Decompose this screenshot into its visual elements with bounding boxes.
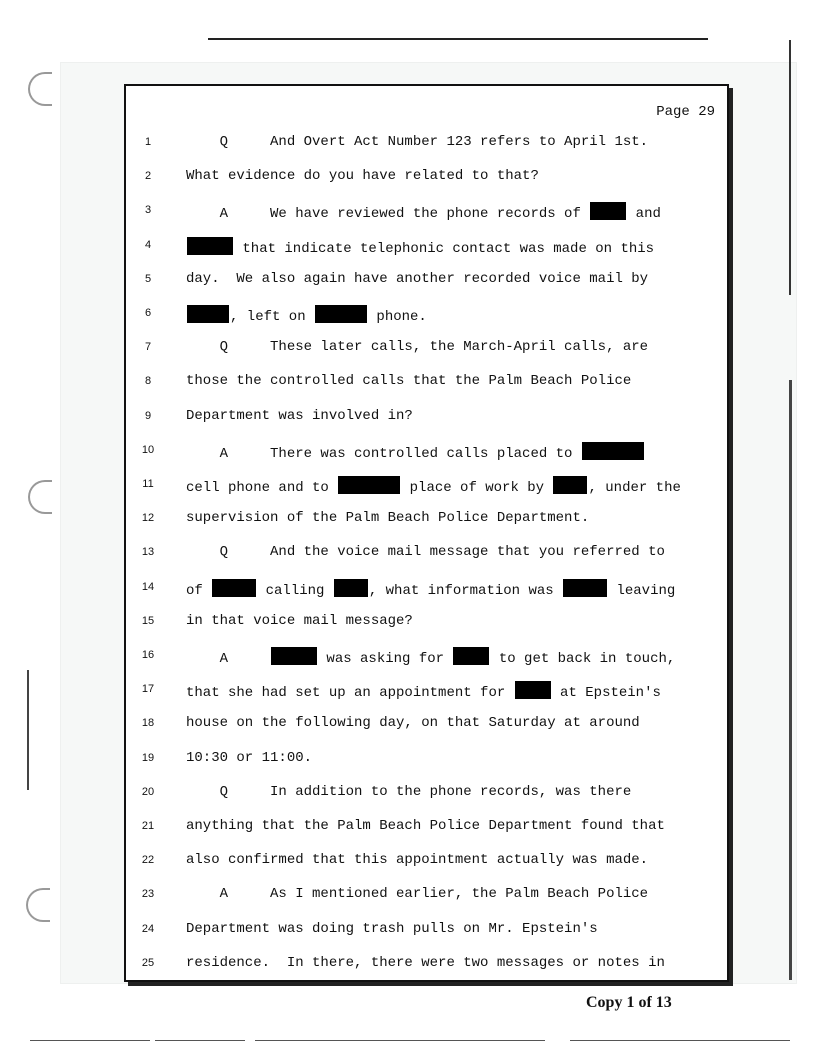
redaction-box bbox=[338, 476, 400, 494]
line-number: 1 bbox=[144, 136, 152, 148]
transcript-line bbox=[126, 544, 727, 564]
transcript-line bbox=[126, 921, 727, 941]
redaction-box bbox=[582, 442, 644, 460]
text-segment: A We have reviewed the phone records of bbox=[186, 206, 590, 223]
text-segment: place of work by bbox=[401, 480, 553, 496]
redaction-box bbox=[515, 681, 551, 699]
transcript-line bbox=[126, 510, 727, 530]
scan-edge-top bbox=[208, 38, 708, 40]
transcript-page bbox=[124, 84, 729, 982]
text-segment: Department was doing trash pulls on Mr. Epstein's bbox=[186, 920, 598, 937]
line-number: 7 bbox=[144, 341, 152, 354]
text-segment: house on the following day, on that Saturday at around bbox=[186, 715, 640, 732]
line-text bbox=[186, 271, 648, 287]
redaction-box bbox=[271, 647, 317, 665]
transcript-line bbox=[126, 715, 727, 735]
text-segment: those the controlled calls that the Palm Beach Police bbox=[186, 373, 632, 390]
line-number: 11 bbox=[142, 478, 154, 490]
line-number: 21 bbox=[141, 820, 155, 832]
line-text bbox=[186, 681, 661, 701]
transcript-line bbox=[126, 647, 727, 667]
line-text bbox=[186, 373, 631, 389]
punch-hole-top bbox=[28, 72, 52, 106]
redaction-box bbox=[563, 579, 607, 597]
text-segment: 10:30 or 11:00. bbox=[186, 749, 313, 766]
line-text bbox=[186, 579, 675, 599]
transcript-line bbox=[126, 681, 727, 701]
line-text bbox=[186, 305, 427, 325]
line-number: 25 bbox=[141, 956, 155, 969]
line-number: 8 bbox=[144, 375, 152, 388]
bottom-rule-right bbox=[570, 1040, 790, 1041]
text-segment: Q And Overt Act Number 123 refers to April 1st. bbox=[186, 134, 649, 150]
text-segment: in that voice mail message? bbox=[186, 612, 413, 629]
text-segment: Department was involved in? bbox=[186, 407, 413, 424]
text-segment: phone. bbox=[368, 309, 427, 325]
line-text bbox=[186, 339, 648, 355]
text-segment: and bbox=[627, 206, 661, 223]
transcript-line bbox=[126, 134, 727, 154]
transcript-line bbox=[126, 442, 727, 462]
line-number: 14 bbox=[141, 580, 155, 593]
text-segment: also confirmed that this appointment actually was made. bbox=[186, 852, 649, 869]
text-segment: was asking for bbox=[318, 651, 453, 667]
line-number: 13 bbox=[141, 546, 155, 559]
text-segment: calling bbox=[257, 582, 333, 599]
line-number: 15 bbox=[141, 614, 155, 627]
text-segment: A bbox=[186, 651, 271, 667]
scan-edge-left bbox=[27, 670, 29, 790]
line-text bbox=[186, 750, 312, 766]
line-number: 18 bbox=[141, 717, 155, 730]
transcript-line bbox=[126, 613, 727, 633]
line-number: 9 bbox=[144, 409, 152, 422]
text-segment: Q In addition to the phone records, was there bbox=[186, 783, 632, 800]
transcript-line bbox=[126, 168, 727, 188]
line-text bbox=[186, 715, 640, 731]
transcript-line bbox=[126, 408, 727, 428]
line-text bbox=[186, 647, 675, 667]
line-text bbox=[186, 442, 645, 462]
text-segment: , left on bbox=[230, 309, 315, 325]
line-text bbox=[186, 476, 681, 496]
line-text bbox=[186, 408, 413, 424]
punch-hole-middle bbox=[28, 480, 52, 514]
text-segment: supervision of the Palm Beach Police Department. bbox=[186, 510, 590, 527]
transcript-line bbox=[126, 271, 727, 291]
redaction-box bbox=[334, 579, 368, 597]
line-text bbox=[186, 544, 665, 560]
line-text bbox=[186, 955, 665, 971]
text-segment: Q These later calls, the March-April calls, are bbox=[186, 339, 649, 356]
page-number-label: Page 29 bbox=[656, 104, 715, 120]
text-segment: residence. In there, there were two messages or notes in bbox=[186, 954, 665, 971]
copy-stamp: Copy 1 of 13 bbox=[586, 994, 672, 1011]
text-segment: that indicate telephonic contact was made on this bbox=[234, 240, 655, 257]
text-segment: anything that the Palm Beach Police Department found that bbox=[186, 818, 665, 834]
bottom-rule-left2 bbox=[155, 1040, 245, 1041]
line-number: 23 bbox=[141, 888, 155, 901]
line-text bbox=[186, 613, 413, 629]
line-number: 19 bbox=[141, 751, 155, 764]
line-number: 4 bbox=[144, 238, 152, 251]
line-text bbox=[186, 202, 661, 222]
line-text bbox=[186, 852, 648, 868]
transcript-line bbox=[126, 955, 727, 975]
text-segment: at Epstein's bbox=[551, 685, 661, 702]
scan-edge-right-lower bbox=[789, 380, 792, 980]
text-segment: Q And the voice mail message that you referred to bbox=[186, 544, 665, 561]
text-segment: leaving bbox=[608, 582, 676, 599]
text-segment: A As I mentioned earlier, the Palm Beach Police bbox=[186, 886, 649, 903]
bottom-rule-left bbox=[30, 1040, 150, 1041]
text-segment: of bbox=[186, 582, 212, 599]
text-segment: , what information was bbox=[368, 582, 563, 599]
line-number: 16 bbox=[141, 649, 155, 661]
line-number: 3 bbox=[144, 204, 152, 217]
line-number: 5 bbox=[144, 272, 152, 285]
redaction-box bbox=[590, 202, 626, 220]
transcript-line bbox=[126, 750, 727, 770]
transcript-line bbox=[126, 373, 727, 393]
transcript-line bbox=[126, 886, 727, 906]
bottom-rule-center bbox=[255, 1040, 545, 1041]
line-text bbox=[186, 784, 631, 800]
line-number: 6 bbox=[144, 307, 152, 319]
redaction-box bbox=[187, 305, 229, 323]
transcript-line bbox=[126, 476, 727, 496]
text-segment: , under the bbox=[588, 480, 681, 496]
line-number: 2 bbox=[144, 170, 152, 183]
line-text bbox=[186, 237, 654, 257]
redaction-box bbox=[315, 305, 367, 323]
line-number: 20 bbox=[141, 785, 155, 798]
line-number: 24 bbox=[141, 922, 155, 935]
line-text bbox=[186, 921, 598, 937]
line-number: 22 bbox=[141, 854, 155, 867]
line-text bbox=[186, 510, 589, 526]
line-text bbox=[186, 168, 539, 184]
transcript-line bbox=[126, 579, 727, 599]
redaction-box bbox=[453, 647, 489, 665]
line-text bbox=[186, 886, 648, 902]
scan-edge-right bbox=[789, 40, 791, 295]
text-segment: to get back in touch, bbox=[490, 651, 676, 667]
text-segment: day. We also again have another recorded voice mail by bbox=[186, 270, 649, 287]
transcript-line bbox=[126, 237, 727, 257]
transcript-line bbox=[126, 202, 727, 222]
redaction-box bbox=[553, 476, 587, 494]
redaction-box bbox=[212, 579, 256, 597]
text-segment: cell phone and to bbox=[186, 480, 338, 496]
line-number: 10 bbox=[141, 443, 155, 456]
transcript-line bbox=[126, 339, 727, 359]
line-number: 12 bbox=[141, 512, 155, 525]
redaction-box bbox=[187, 237, 233, 255]
text-segment: that she had set up an appointment for bbox=[186, 685, 514, 702]
transcript-line bbox=[126, 784, 727, 804]
line-number: 17 bbox=[141, 683, 155, 696]
transcript-line bbox=[126, 852, 727, 872]
text-segment: What evidence do you have related to that? bbox=[186, 168, 539, 185]
line-text bbox=[186, 818, 665, 834]
transcript-line bbox=[126, 818, 727, 838]
punch-hole-bottom bbox=[26, 888, 50, 922]
transcript-line bbox=[126, 305, 727, 325]
text-segment: A There was controlled calls placed to bbox=[186, 445, 581, 462]
line-text bbox=[186, 134, 648, 150]
